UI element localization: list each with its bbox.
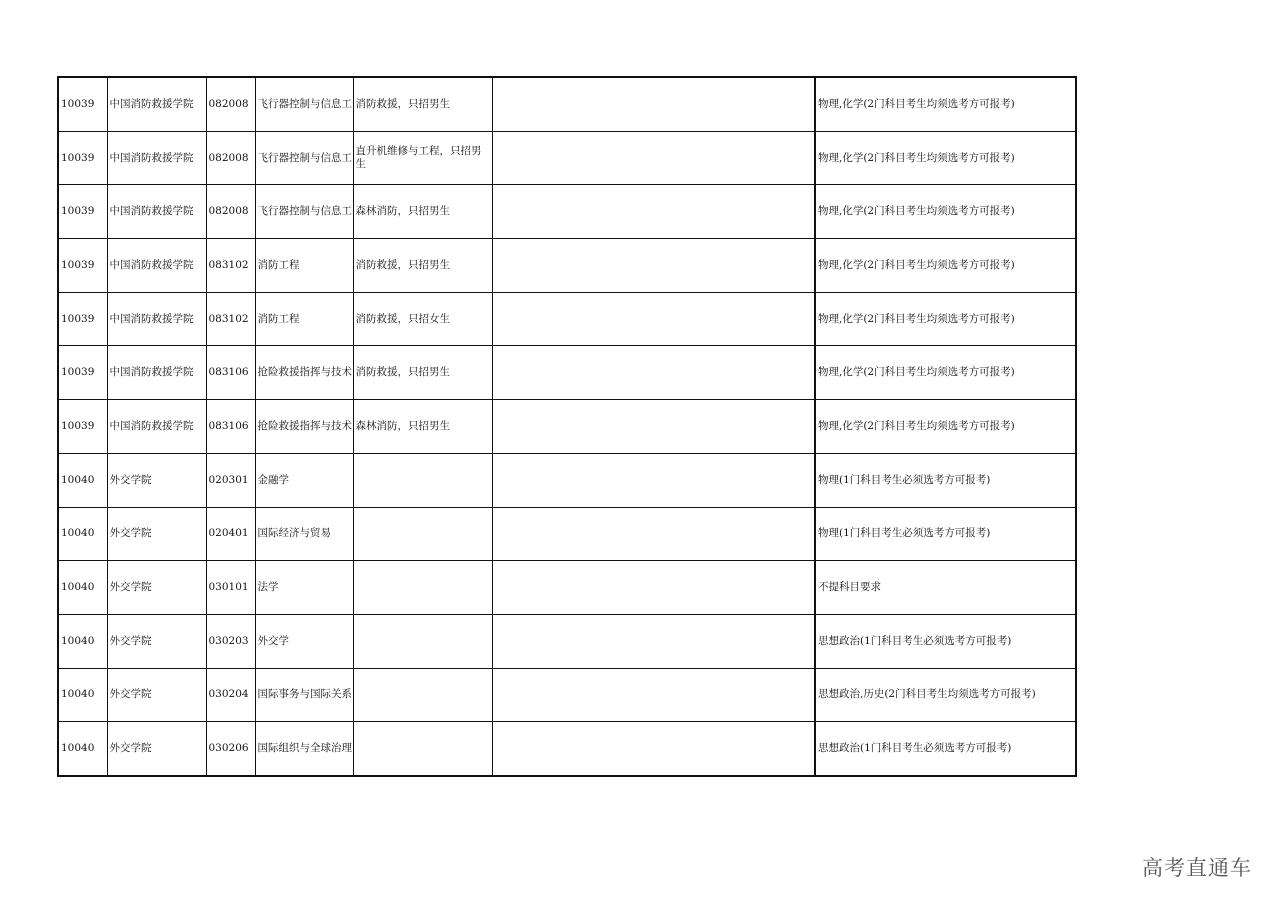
subject-requirement-cell: 物理,化学(2门科目考生均须选考方可报考) xyxy=(815,239,1076,293)
remark-cell xyxy=(492,722,815,776)
major-name-cell: 抢险救援指挥与技术 xyxy=(255,346,353,400)
subject-requirement-cell: 物理,化学(2门科目考生均须选考方可报考) xyxy=(815,131,1076,185)
school-name-cell: 外交学院 xyxy=(107,722,206,776)
major-code-cell: 030204 xyxy=(206,668,255,722)
major-note-cell xyxy=(353,668,492,722)
remark-cell xyxy=(492,400,815,454)
school-code-cell: 10040 xyxy=(58,561,107,615)
table-row xyxy=(58,346,1076,400)
table-row xyxy=(58,77,1076,131)
school-code-cell: 10039 xyxy=(58,400,107,454)
major-code-cell: 082008 xyxy=(206,77,255,131)
subject-requirement-cell: 思想政治,历史(2门科目考生均须选考方可报考) xyxy=(815,668,1076,722)
school-code-cell: 10039 xyxy=(58,239,107,293)
school-code-cell: 10040 xyxy=(58,668,107,722)
subject-requirement-cell: 思想政治(1门科目考生必须选考方可报考) xyxy=(815,722,1076,776)
major-code-cell: 082008 xyxy=(206,185,255,239)
major-note-cell: 森林消防，只招男生 xyxy=(353,185,492,239)
watermark-text: 高考直通车 xyxy=(1142,856,1252,880)
major-name-cell: 飞行器控制与信息工 xyxy=(255,77,353,131)
school-code-cell: 10040 xyxy=(58,614,107,668)
remark-cell xyxy=(492,453,815,507)
major-code-cell: 083102 xyxy=(206,239,255,293)
school-code-cell: 10040 xyxy=(58,722,107,776)
major-note-cell xyxy=(353,722,492,776)
subject-requirement-cell: 物理,化学(2门科目考生均须选考方可报考) xyxy=(815,292,1076,346)
major-name-cell: 抢险救援指挥与技术 xyxy=(255,400,353,454)
table-row xyxy=(58,131,1076,185)
major-code-cell: 083102 xyxy=(206,292,255,346)
remark-cell xyxy=(492,668,815,722)
remark-cell xyxy=(492,346,815,400)
school-name-cell: 中国消防救援学院 xyxy=(107,239,206,293)
major-note-cell: 消防救援，只招男生 xyxy=(353,77,492,131)
major-note-cell xyxy=(353,614,492,668)
school-code-cell: 10040 xyxy=(58,453,107,507)
subject-requirement-cell: 物理(1门科目考生必须选考方可报考) xyxy=(815,507,1076,561)
remark-cell xyxy=(492,131,815,185)
school-code-cell: 10040 xyxy=(58,507,107,561)
major-name-cell: 消防工程 xyxy=(255,239,353,293)
major-name-cell: 飞行器控制与信息工 xyxy=(255,185,353,239)
remark-cell xyxy=(492,239,815,293)
major-note-cell: 森林消防，只招男生 xyxy=(353,400,492,454)
school-code-cell: 10039 xyxy=(58,292,107,346)
major-name-cell: 国际经济与贸易 xyxy=(255,507,353,561)
school-name-cell: 外交学院 xyxy=(107,453,206,507)
subject-requirement-cell: 物理,化学(2门科目考生均须选考方可报考) xyxy=(815,185,1076,239)
table-row xyxy=(58,722,1076,776)
major-note-cell: 消防救援，只招男生 xyxy=(353,239,492,293)
remark-cell xyxy=(492,292,815,346)
school-name-cell: 外交学院 xyxy=(107,668,206,722)
enrollment-table xyxy=(57,76,1077,777)
school-name-cell: 中国消防救援学院 xyxy=(107,292,206,346)
table-row xyxy=(58,668,1076,722)
table-row xyxy=(58,614,1076,668)
school-code-cell: 10039 xyxy=(58,77,107,131)
major-code-cell: 030206 xyxy=(206,722,255,776)
major-code-cell: 083106 xyxy=(206,346,255,400)
table-row xyxy=(58,453,1076,507)
table-row xyxy=(58,561,1076,615)
school-name-cell: 中国消防救援学院 xyxy=(107,77,206,131)
school-name-cell: 外交学院 xyxy=(107,614,206,668)
table-row xyxy=(58,507,1076,561)
major-name-cell: 金融学 xyxy=(255,453,353,507)
major-code-cell: 030101 xyxy=(206,561,255,615)
major-note-cell: 消防救援，只招女生 xyxy=(353,292,492,346)
major-name-cell: 国际组织与全球治理 xyxy=(255,722,353,776)
subject-requirement-cell: 物理,化学(2门科目考生均须选考方可报考) xyxy=(815,346,1076,400)
table-body xyxy=(58,77,1076,776)
school-name-cell: 中国消防救援学院 xyxy=(107,185,206,239)
remark-cell xyxy=(492,77,815,131)
major-code-cell: 083106 xyxy=(206,400,255,454)
major-name-cell: 外交学 xyxy=(255,614,353,668)
school-code-cell: 10039 xyxy=(58,185,107,239)
school-code-cell: 10039 xyxy=(58,346,107,400)
subject-requirement-cell: 物理,化学(2门科目考生均须选考方可报考) xyxy=(815,400,1076,454)
major-note-cell xyxy=(353,507,492,561)
major-note-cell xyxy=(353,561,492,615)
school-name-cell: 中国消防救援学院 xyxy=(107,346,206,400)
table-row xyxy=(58,185,1076,239)
table-row xyxy=(58,239,1076,293)
school-name-cell: 中国消防救援学院 xyxy=(107,131,206,185)
major-name-cell: 法学 xyxy=(255,561,353,615)
table-row xyxy=(58,400,1076,454)
major-code-cell: 020401 xyxy=(206,507,255,561)
subject-requirement-cell: 思想政治(1门科目考生必须选考方可报考) xyxy=(815,614,1076,668)
major-note-cell: 直升机维修与工程，只招男生 xyxy=(353,131,492,185)
major-name-cell: 消防工程 xyxy=(255,292,353,346)
subject-requirement-cell: 不提科目要求 xyxy=(815,561,1076,615)
remark-cell xyxy=(492,507,815,561)
subject-requirement-cell: 物理,化学(2门科目考生均须选考方可报考) xyxy=(815,77,1076,131)
major-note-cell: 消防救援，只招男生 xyxy=(353,346,492,400)
school-name-cell: 中国消防救援学院 xyxy=(107,400,206,454)
school-name-cell: 外交学院 xyxy=(107,507,206,561)
major-name-cell: 飞行器控制与信息工 xyxy=(255,131,353,185)
major-code-cell: 020301 xyxy=(206,453,255,507)
remark-cell xyxy=(492,561,815,615)
school-name-cell: 外交学院 xyxy=(107,561,206,615)
remark-cell xyxy=(492,185,815,239)
major-code-cell: 082008 xyxy=(206,131,255,185)
school-code-cell: 10039 xyxy=(58,131,107,185)
table-row xyxy=(58,292,1076,346)
subject-requirement-cell: 物理(1门科目考生必须选考方可报考) xyxy=(815,453,1076,507)
major-note-cell xyxy=(353,453,492,507)
major-code-cell: 030203 xyxy=(206,614,255,668)
major-name-cell: 国际事务与国际关系 xyxy=(255,668,353,722)
remark-cell xyxy=(492,614,815,668)
